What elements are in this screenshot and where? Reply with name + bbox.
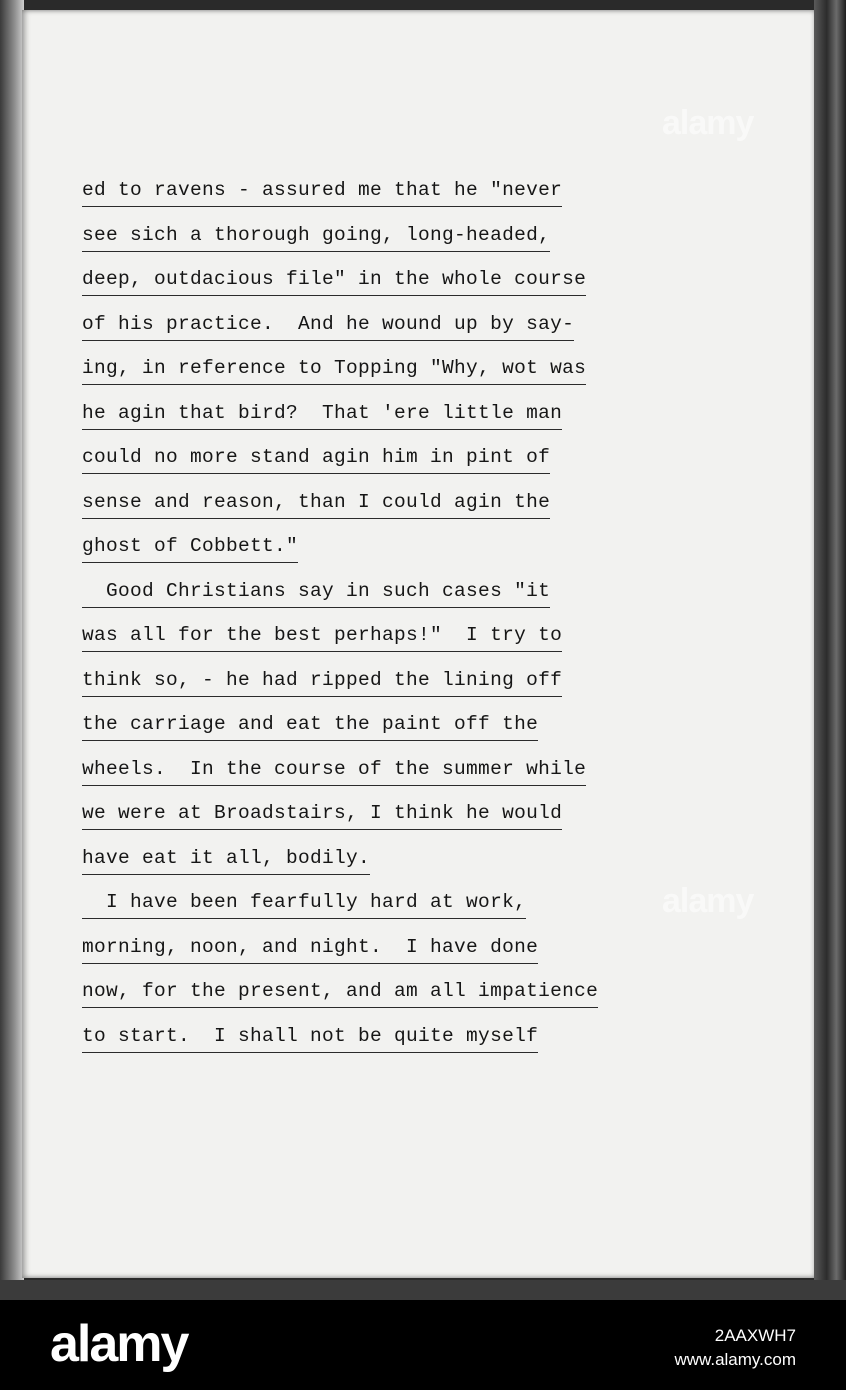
book-spine-edge (0, 0, 24, 1300)
text-line: wheels. In the course of the summer while (82, 747, 682, 792)
text-line: to start. I shall not be quite myself (82, 1014, 682, 1059)
text-line: sense and reason, than I could agin the (82, 480, 682, 525)
text-line: morning, noon, and night. I have done (82, 925, 682, 970)
text-line: we were at Broadstairs, I think he would (82, 791, 682, 836)
text-line: Good Christians say in such cases "it (82, 569, 682, 614)
alamy-logo: alamy (50, 1315, 188, 1373)
image-id-block (674, 1324, 796, 1372)
text-line: deep, outdacious file" in the whole course (82, 257, 682, 302)
watermark-logo: alamy (662, 882, 754, 920)
image-id: 2AAXWH7 (714, 1326, 796, 1345)
text-line: of his practice. And he wound up by say- (82, 302, 682, 347)
book-bottom-edge (0, 1280, 846, 1300)
text-line: ed to ravens - assured me that he "never (82, 168, 682, 213)
text-line: he agin that bird? That 'ere little man (82, 391, 682, 436)
typed-text-block (82, 168, 682, 1058)
text-line: think so, - he had ripped the lining off (82, 658, 682, 703)
text-line: have eat it all, bodily. (82, 836, 682, 881)
text-line: was all for the best perhaps!" I try to (82, 613, 682, 658)
text-line: see sich a thorough going, long-headed, (82, 213, 682, 258)
text-line: now, for the present, and am all impatience (82, 969, 682, 1014)
book-fore-edge (814, 0, 846, 1300)
text-line: could no more stand agin him in pint of (82, 435, 682, 480)
text-line: the carriage and eat the paint off the (82, 702, 682, 747)
text-line: I have been fearfully hard at work, (82, 880, 682, 925)
text-line: ghost of Cobbett." (82, 524, 682, 569)
site-url: www.alamy.com (674, 1350, 796, 1369)
watermark-logo: alamy (662, 104, 754, 142)
text-line: ing, in reference to Topping "Why, wot was (82, 346, 682, 391)
